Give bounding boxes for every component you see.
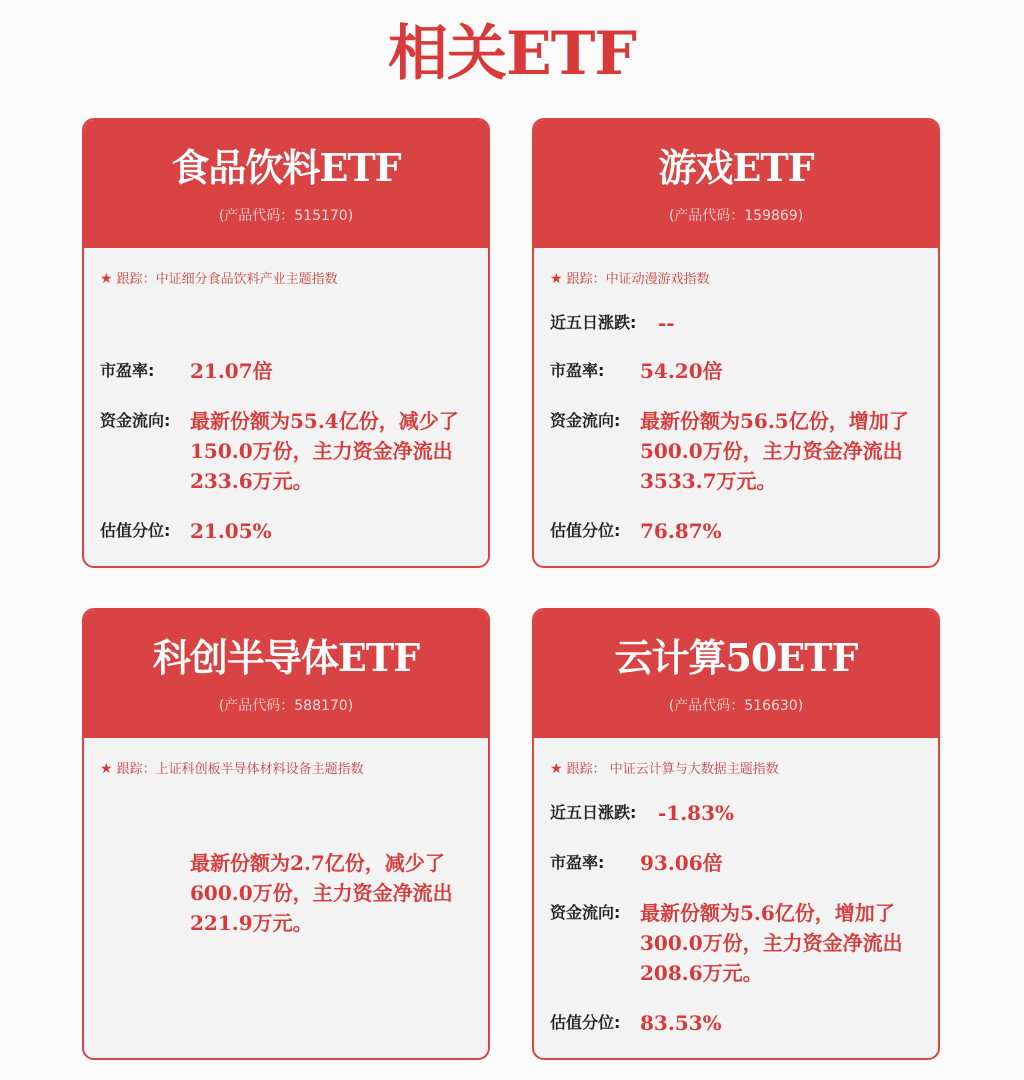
card-title: 食品饮料ETF <box>171 145 401 190</box>
etf-card-semiconductor[interactable] <box>82 608 490 1060</box>
card-header <box>84 610 488 738</box>
star-icon: ★ <box>100 761 113 777</box>
star-icon: ★ <box>550 761 563 777</box>
tracking-index <box>100 270 338 289</box>
card-header <box>534 610 938 738</box>
pe-label: 市盈率: <box>550 361 605 380</box>
valuation-label: 估值分位: <box>100 521 171 540</box>
card-header <box>534 120 938 248</box>
star-icon: ★ <box>550 271 563 287</box>
etf-card-cloud-computing[interactable] <box>532 608 940 1060</box>
tracking-text: 跟踪：上证科创板半导体材料设备主题指数 <box>116 762 364 777</box>
five-day-change-label: 近五日涨跌: <box>550 803 637 822</box>
five-day-change-value: -- <box>658 311 675 335</box>
card-title: 游戏ETF <box>658 145 814 190</box>
product-code: (产品代码：159869) <box>668 208 804 224</box>
valuation-label: 估值分位: <box>550 521 621 540</box>
five-day-change-label: 近五日涨跌: <box>550 313 637 332</box>
fund-flow-text: 最新份额为2.7亿份，减少了600.0万份，主力资金净流出221.9万元。 <box>190 851 453 935</box>
tracking-text: 跟踪：中证动漫游戏指数 <box>566 272 710 287</box>
pe-label: 市盈率: <box>100 361 155 380</box>
page-title: 相关ETF <box>388 19 636 89</box>
fund-flow-label: 资金流向: <box>100 411 171 430</box>
five-day-change-value: -1.83% <box>658 801 735 825</box>
fund-flow-text: 最新份额为5.6亿份，增加了300.0万份，主力资金净流出208.6万元。 <box>640 901 903 985</box>
valuation-value: 21.05% <box>190 519 272 543</box>
pe-value: 21.07倍 <box>190 359 273 383</box>
pe-label: 市盈率: <box>550 853 605 872</box>
valuation-label: 估值分位: <box>550 1013 621 1032</box>
tracking-text: 跟踪：中证细分食品饮料产业主题指数 <box>116 272 338 287</box>
fund-flow-text: 最新份额为56.5亿份，增加了500.0万份，主力资金净流出3533.7万元。 <box>640 409 909 493</box>
fund-flow-label: 资金流向: <box>550 903 621 922</box>
star-icon: ★ <box>100 271 113 287</box>
tracking-index <box>550 270 710 289</box>
etf-card-food-beverage[interactable] <box>82 118 490 568</box>
tracking-index <box>100 760 364 779</box>
valuation-value: 83.53% <box>640 1011 722 1035</box>
card-title: 云计算50ETF <box>614 635 858 680</box>
etf-card-gaming[interactable] <box>532 118 940 568</box>
valuation-value: 76.87% <box>640 519 722 543</box>
product-code: (产品代码：588170) <box>218 698 354 714</box>
fund-flow-label: 资金流向: <box>550 411 621 430</box>
product-code: (产品代码：516630) <box>668 698 804 714</box>
pe-value: 93.06倍 <box>640 851 723 875</box>
card-title: 科创半导体ETF <box>152 635 420 680</box>
tracking-text: 跟踪： 中证云计算与大数据主题指数 <box>566 762 779 777</box>
card-header <box>84 120 488 248</box>
product-code: (产品代码：515170) <box>218 208 354 224</box>
tracking-index <box>550 760 779 779</box>
pe-value: 54.20倍 <box>640 359 723 383</box>
fund-flow-text: 最新份额为55.4亿份，减少了150.0万份，主力资金净流出233.6万元。 <box>190 409 459 493</box>
